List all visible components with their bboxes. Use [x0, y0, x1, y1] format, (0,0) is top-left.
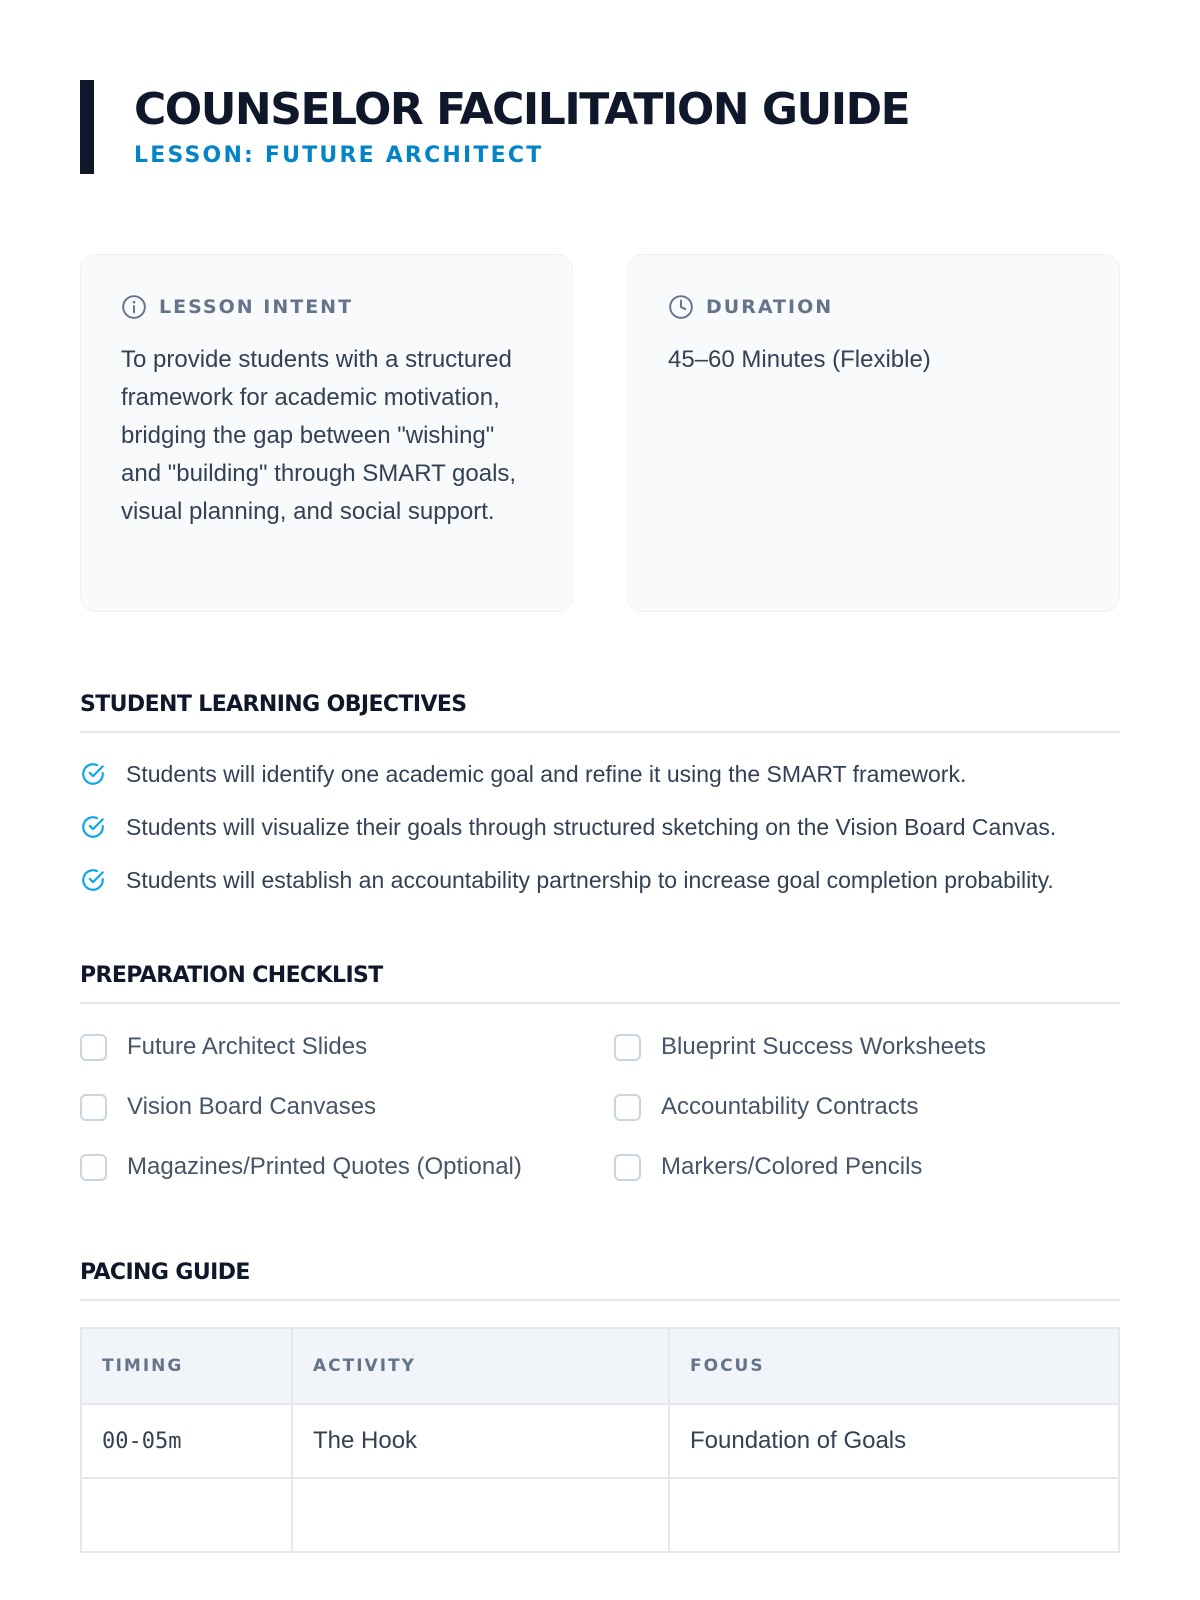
circle-check-icon	[80, 761, 106, 787]
checklist-item-label: Vision Board Canvases	[127, 1093, 377, 1120]
circle-check-icon	[80, 867, 106, 893]
objectives-section	[80, 692, 1120, 897]
checklist-item[interactable]	[614, 1030, 1120, 1064]
column-header-focus: FOCUS	[669, 1328, 1119, 1404]
header-accent-bar	[80, 80, 94, 174]
pacing-section	[80, 1260, 1120, 1553]
objective-item	[80, 863, 1120, 897]
checklist-item[interactable]	[80, 1090, 614, 1124]
table-header-row	[81, 1328, 1119, 1404]
checklist-item[interactable]	[614, 1090, 1120, 1124]
checklist-item-label: Magazines/Printed Quotes (Optional)	[127, 1153, 522, 1180]
checklist-item[interactable]	[80, 1030, 614, 1064]
duration-text: 45–60 Minutes (Flexible)	[668, 346, 931, 373]
checklist-item[interactable]	[80, 1150, 614, 1184]
lesson-intent-heading	[121, 293, 532, 321]
objective-text: Students will identify one academic goal and refine it using the SMART framework.	[126, 761, 967, 787]
checkbox[interactable]	[614, 1034, 641, 1061]
objectives-heading: STUDENT LEARNING OBJECTIVES	[80, 692, 1120, 733]
duration-card	[627, 254, 1120, 612]
table-row	[81, 1478, 1119, 1552]
lesson-intent-label: LESSON INTENT	[159, 296, 354, 318]
lesson-intent-text: To provide students with a structured framework for academic motivation, bridging the gap between "wishing" and "building" through SMART goals, visual planning, and social support.	[121, 346, 517, 525]
preparation-checklist	[80, 1030, 1120, 1184]
checklist-item-label: Accountability Contracts	[661, 1093, 919, 1120]
table-row	[81, 1404, 1119, 1478]
column-header-timing: TIMING	[81, 1328, 292, 1404]
pacing-heading: PACING GUIDE	[80, 1260, 1120, 1301]
page-title: COUNSELOR FACILITATION GUIDE	[134, 84, 910, 135]
duration-heading	[668, 293, 1079, 321]
focus-cell: Foundation of Goals	[669, 1404, 1119, 1478]
objective-text: Students will visualize their goals through structured sketching on the Vision Board Canvas.	[126, 814, 1057, 840]
info-cards	[80, 254, 1120, 612]
checklist-item-label: Markers/Colored Pencils	[661, 1153, 923, 1180]
lesson-intent-card	[80, 254, 573, 612]
activity-cell	[292, 1478, 669, 1552]
preparation-section	[80, 963, 1120, 1184]
timing-cell: 00-05m	[81, 1404, 292, 1478]
checklist-item[interactable]	[614, 1150, 1120, 1184]
checkbox[interactable]	[614, 1094, 641, 1121]
checkbox[interactable]	[80, 1154, 107, 1181]
lesson-subtitle: LESSON: FUTURE ARCHITECT	[134, 143, 544, 168]
pacing-table	[80, 1327, 1120, 1553]
objectives-list	[80, 757, 1120, 897]
clock-icon	[668, 294, 694, 320]
checklist-item-label: Blueprint Success Worksheets	[661, 1033, 987, 1060]
objective-item	[80, 810, 1120, 844]
checkbox[interactable]	[614, 1154, 641, 1181]
document-header	[80, 80, 1120, 174]
checklist-item-label: Future Architect Slides	[127, 1033, 368, 1060]
activity-cell: The Hook	[292, 1404, 669, 1478]
circle-check-icon	[80, 814, 106, 840]
objective-text: Students will establish an accountability partnership to increase goal completion probability.	[126, 867, 1054, 893]
timing-cell	[81, 1478, 292, 1552]
checkbox[interactable]	[80, 1094, 107, 1121]
checkbox[interactable]	[80, 1034, 107, 1061]
preparation-heading: PREPARATION CHECKLIST	[80, 963, 1120, 1004]
duration-label: DURATION	[706, 296, 834, 318]
column-header-activity: ACTIVITY	[292, 1328, 669, 1404]
focus-cell	[669, 1478, 1119, 1552]
objective-item	[80, 757, 1120, 791]
info-icon	[121, 294, 147, 320]
